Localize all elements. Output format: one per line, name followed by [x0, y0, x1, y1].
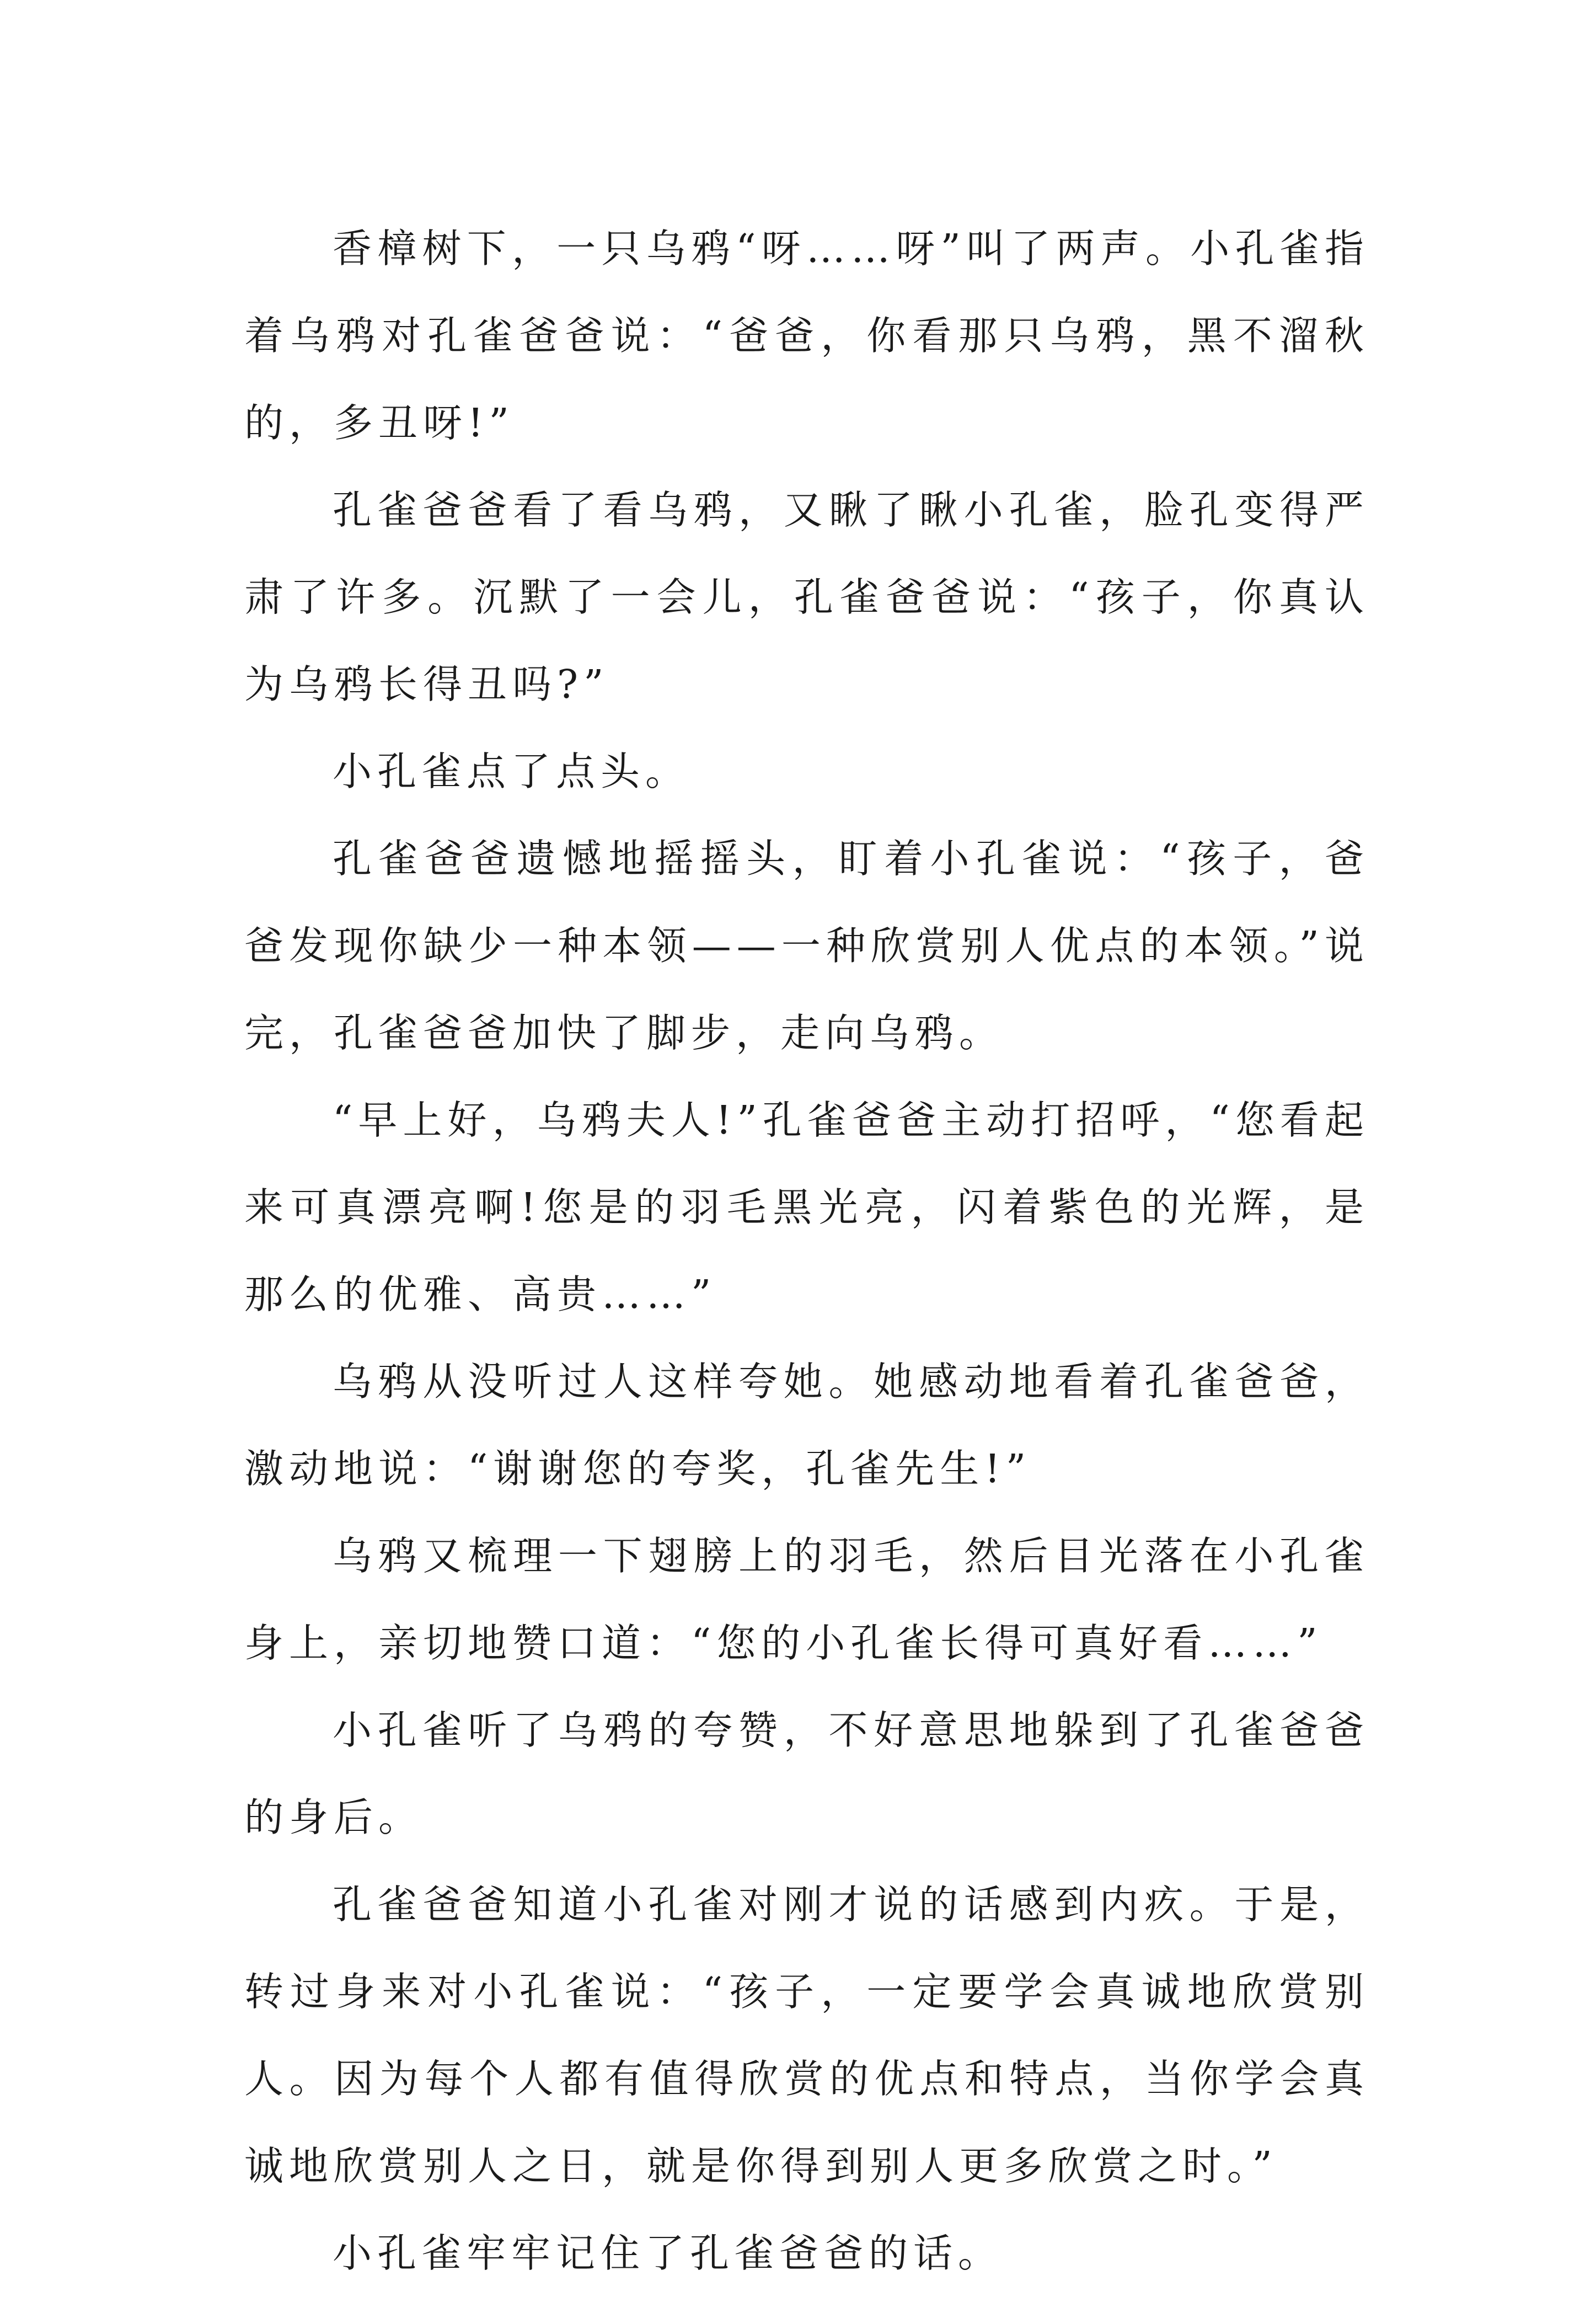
paragraph-1: 香樟树下，一只乌鸦“呀……呀”叫了两声。小孔雀指着乌鸦对孔雀爸爸说：“爸爸，你看那只乌鸦，黑不溜秋的，多丑呀!”: [244, 226, 1369, 446]
paragraph-7: 乌鸦又梳理一下翅膀上的羽毛，然后目光落在小孔雀身上，亲切地赞口道：“您的小孔雀长得可真好看……”: [244, 1533, 1369, 1666]
paragraph-8: 小孔雀听了乌鸦的夸赞，不好意思地躲到了孔雀爸爸的身后。: [244, 1707, 1369, 1840]
paragraph-6: 乌鸦从没听过人这样夸她。她感动地看着孔雀爸爸，激动地说：“谢谢您的夸奖，孔雀先生!”: [244, 1359, 1369, 1492]
paragraph-4: 孔雀爸爸遗憾地摇摇头，盯着小孔雀说：“孩子，爸爸发现你缺少一种本领——一种欣赏别人优点的本领。”说完，孔雀爸爸加快了脚步，走向乌鸦。: [244, 836, 1369, 1056]
paragraph-3: 小孔雀点了点头。: [333, 749, 690, 794]
paragraph-10: 小孔雀牢牢记住了孔雀爸爸的话。: [333, 2230, 1003, 2276]
paragraph-5: “早上好，乌鸦夫人!”孔雀爸爸主动打招呼，“您看起来可真漂亮啊!您是的羽毛黑光亮，闪着紫色的光辉，是那么的优雅、高贵……”: [244, 1097, 1369, 1317]
story-text: [244, 205, 1369, 2297]
paragraph-2: 孔雀爸爸看了看乌鸦，又瞅了瞅小孔雀，脸孔变得严肃了许多。沉默了一会儿，孔雀爸爸说：“孩子，你真认为乌鸦长得丑吗?”: [244, 487, 1369, 707]
paragraph-9: 孔雀爸爸知道小孔雀对刚才说的话感到内疚。于是，转过身来对小孔雀说：“孩子，一定要学会真诚地欣赏别人。因为每个人都有值得欣赏的优点和特点，当你学会真诚地欣赏别人之日，就是你得到别人更多欣赏之时。”: [244, 1882, 1369, 2189]
